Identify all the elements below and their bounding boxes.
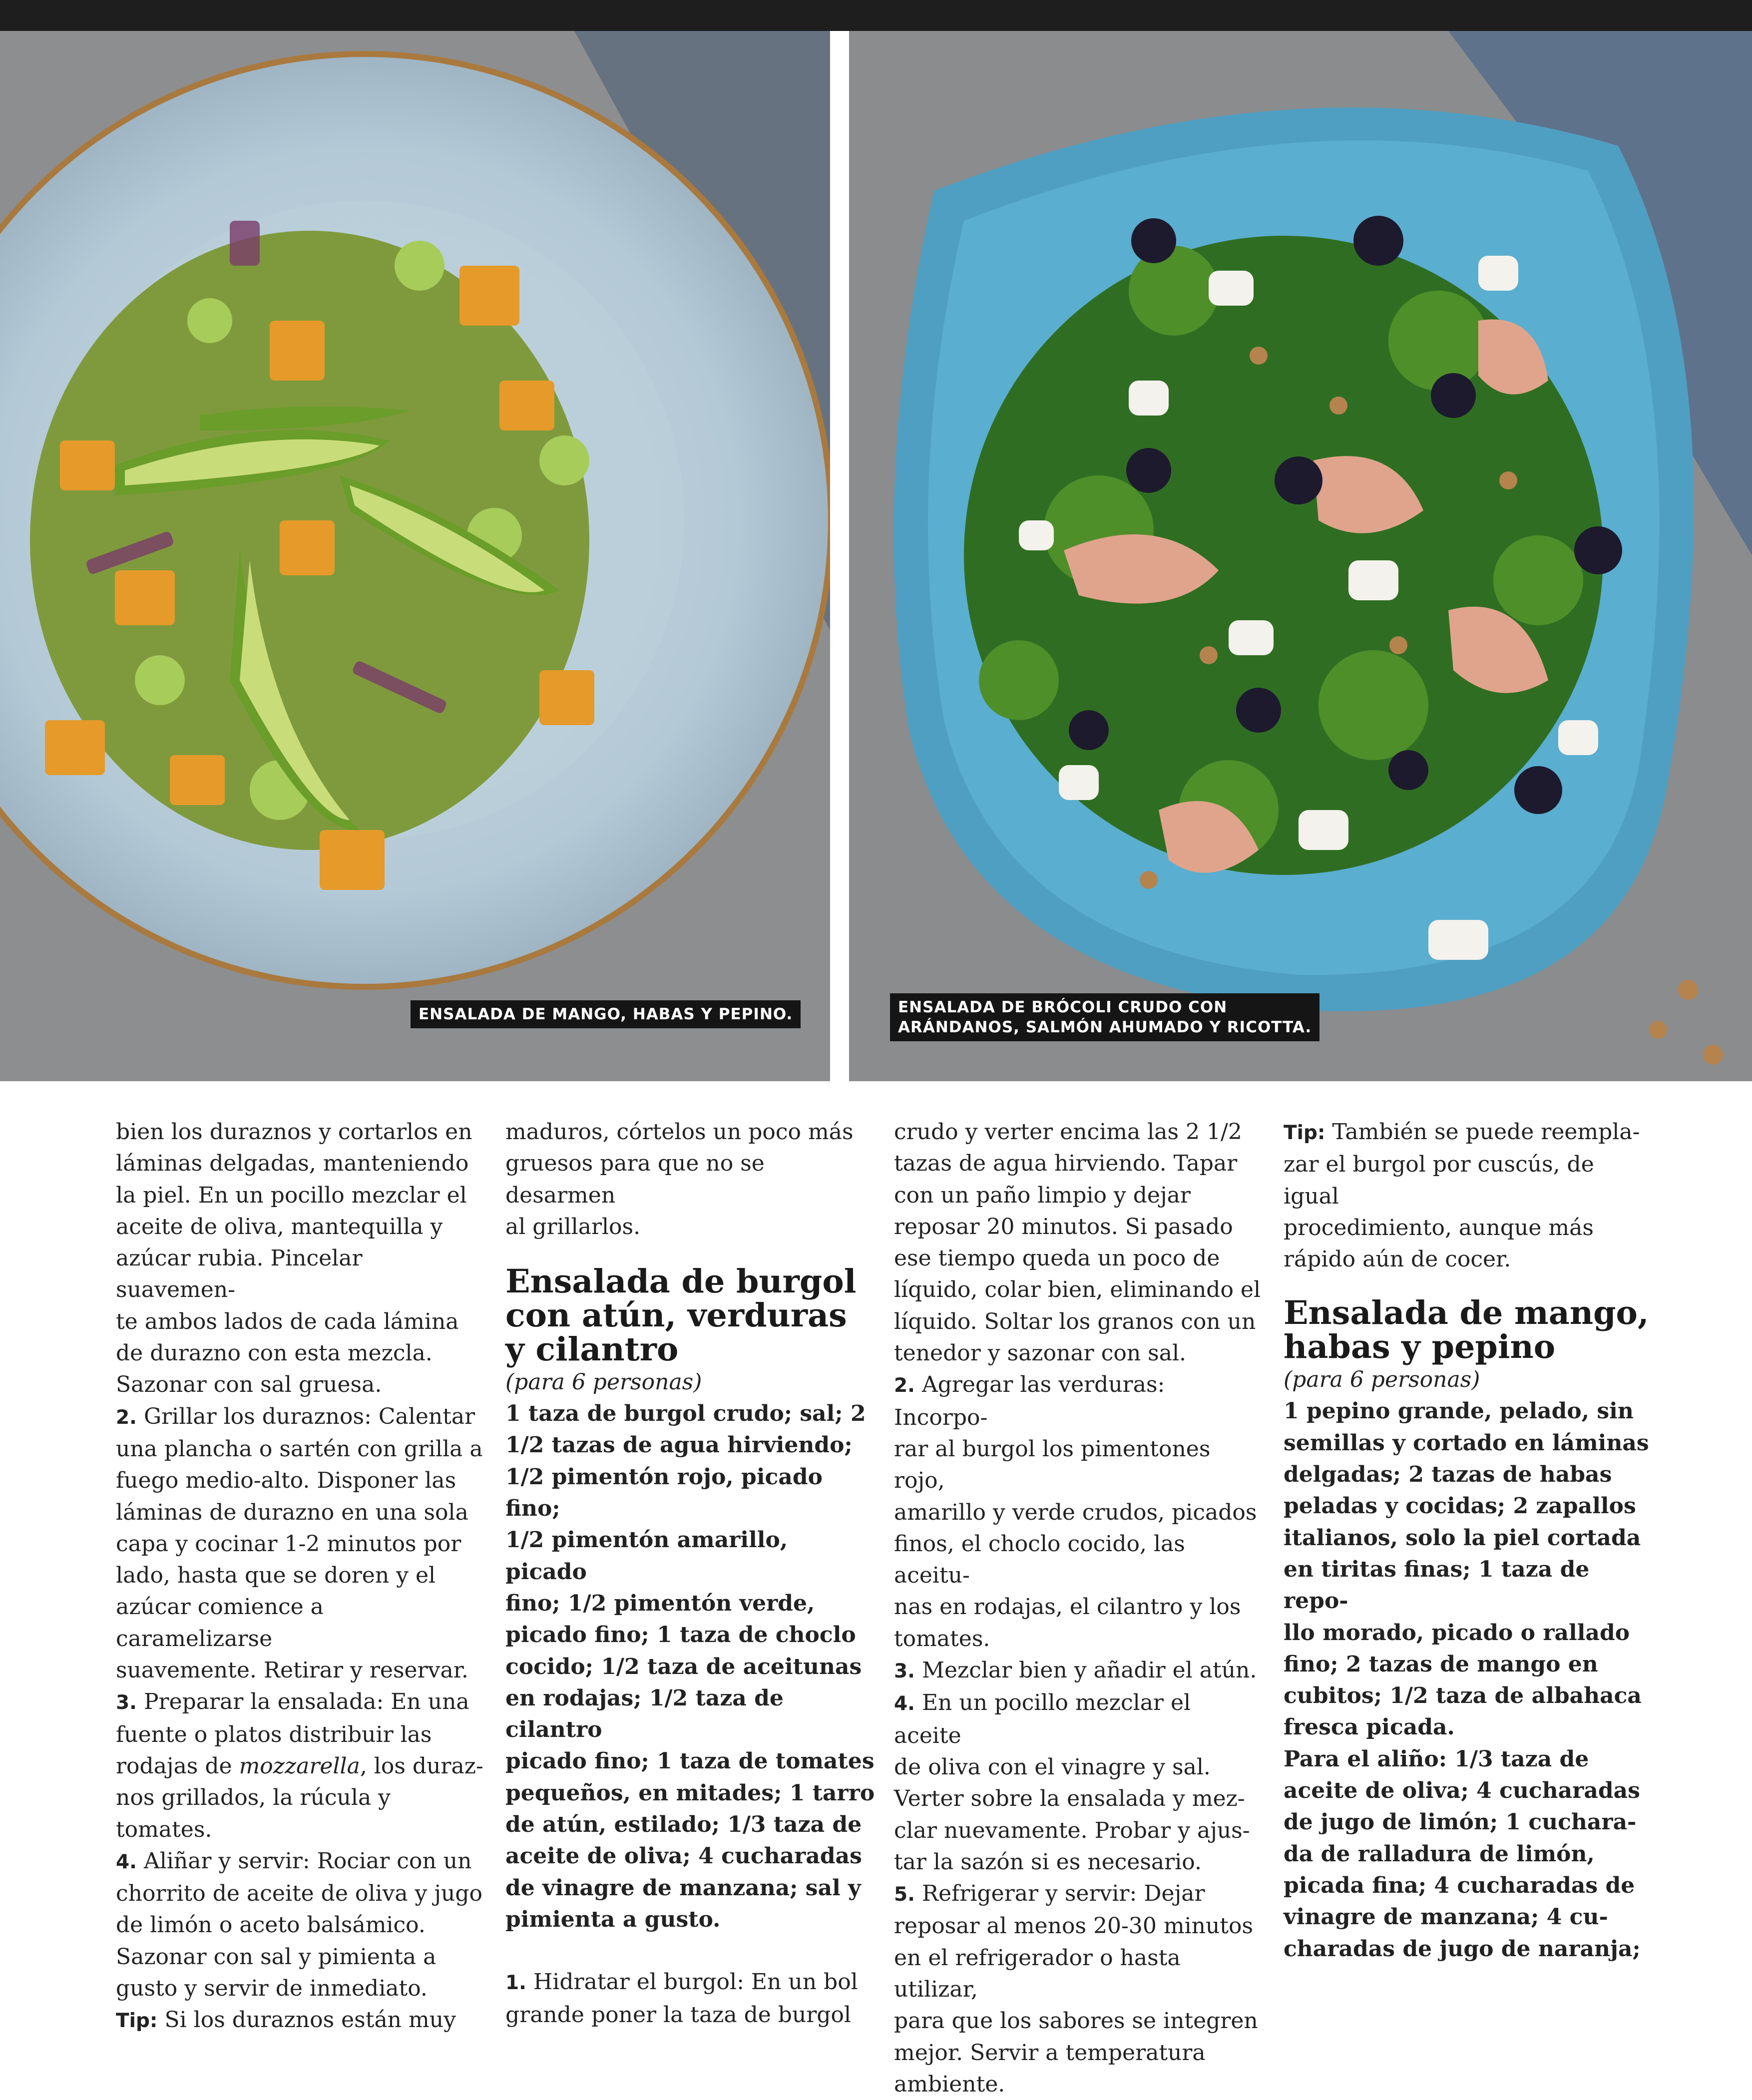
step-number: 4. <box>116 1850 137 1873</box>
text-line: rápido aún de cocer. <box>1284 1247 1511 1272</box>
step-2 <box>116 1401 485 1686</box>
tip <box>116 2004 485 2037</box>
text-line: En un pocillo mezclar el aceite <box>894 1690 1191 1748</box>
text-line: tenedor y sazonar con sal. <box>894 1340 1187 1366</box>
italic-word: mozzarella <box>239 1753 360 1779</box>
text-line: líquido, colar bien, eliminando el <box>894 1277 1261 1303</box>
text-line: llo morado, picado o rallado <box>1284 1620 1630 1646</box>
text-line: 1 taza de burgol crudo; sal; 2 <box>505 1401 866 1427</box>
text-line: gusto y servir de inmediato. <box>116 1976 428 2002</box>
text-line: semillas y cortado en láminas <box>1284 1430 1649 1456</box>
step-number: 3. <box>116 1691 137 1714</box>
servings: (para 6 personas) <box>1284 1367 1480 1393</box>
paragraph <box>116 1116 485 1401</box>
text-column-3 <box>894 1116 1264 2100</box>
title-line: y cilantro <box>505 1330 679 1369</box>
text-column-4 <box>1284 1116 1653 1965</box>
text-line: peladas y cocidas; 2 zapallos <box>1284 1493 1636 1519</box>
text-line: tomates. <box>894 1626 990 1652</box>
top-bar <box>0 0 1752 31</box>
text-line: Refrigerar y servir: Dejar <box>914 1881 1205 1907</box>
text-line: tar la sazón si es necesario. <box>894 1849 1202 1875</box>
step-5 <box>894 1878 1264 2100</box>
text-line: rodajas de <box>116 1753 239 1779</box>
step-number: 2. <box>116 1406 137 1429</box>
text-line: zar el burgol por cuscús, de igual <box>1284 1152 1594 1209</box>
step-number: 5. <box>894 1883 915 1906</box>
text-line: Agregar las verduras: Incorpo- <box>894 1372 1165 1430</box>
title-line: Ensalada de mango, <box>1284 1294 1649 1332</box>
text-line: tazas de agua hirviendo. Tapar <box>894 1151 1238 1177</box>
text-line: grande poner la taza de burgol <box>505 2002 852 2028</box>
text-line: crudo y verter encima las 2 1/2 <box>894 1119 1242 1145</box>
text-line: gruesos para que no se desarmen <box>505 1151 765 1208</box>
text-line: italianos, solo la piel cortada <box>1284 1525 1641 1551</box>
step-number: 4. <box>894 1692 915 1715</box>
title-line: habas y pepino <box>1284 1328 1556 1366</box>
text-line: aceite de oliva; 4 cucharadas <box>1284 1778 1640 1804</box>
text-line: delgadas; 2 tazas de habas <box>1284 1462 1612 1488</box>
text-line: , los duraz- <box>360 1753 483 1779</box>
text-line: de atún, estilado; 1/3 taza de <box>505 1812 862 1838</box>
text-line: 1/2 tazas de agua hirviendo; <box>505 1432 853 1458</box>
text-line: procedimiento, aunque más <box>1284 1215 1594 1241</box>
text-line: para que los sabores se integren <box>894 2008 1258 2034</box>
text-line: nas en rodajas, el cilantro y los <box>894 1594 1241 1620</box>
text-line: al grillarlos. <box>505 1214 641 1240</box>
photo-caption: ENSALADA DE BRÓCOLI CRUDO CON ARÁNDANOS, SALMÓN AHUMADO Y RICOTTA. <box>890 993 1319 1041</box>
text-line: bien los duraznos y cortarlos en <box>116 1119 472 1145</box>
text-line: fino; 1/2 pimentón verde, <box>505 1590 815 1616</box>
text-line: de limón o aceto balsámico. <box>116 1912 426 1938</box>
text-line: ese tiempo queda un poco de <box>894 1246 1220 1271</box>
text-line: fino; 2 tazas de mango en <box>1284 1651 1598 1677</box>
text-line: 1/2 pimentón rojo, picado fino; <box>505 1464 823 1522</box>
text-line: Sazonar con sal gruesa. <box>116 1372 382 1398</box>
tip-label: Tip: <box>116 2010 158 2033</box>
text-line: reposar al menos 20-30 minutos <box>894 1913 1254 1939</box>
text-line: 1/2 pimentón amarillo, picado <box>505 1527 788 1585</box>
text-column-1 <box>116 1116 485 2037</box>
text-column-2 <box>505 1116 875 2031</box>
text-line: picada fina; 4 cucharadas de <box>1284 1872 1635 1898</box>
recipe-title <box>1284 1296 1653 1364</box>
step-number: 2. <box>894 1374 915 1397</box>
text-line: Verter sobre la ensalada y mez- <box>894 1786 1245 1812</box>
step-number: 3. <box>894 1660 915 1683</box>
text-line: aceite de oliva; 4 cucharadas <box>505 1843 862 1869</box>
step-3 <box>116 1686 485 1845</box>
text-line: aceite de oliva, mantequilla y <box>116 1214 443 1240</box>
text-line: de jugo de limón; 1 cuchara- <box>1284 1809 1637 1835</box>
text-line: Hidratar el burgol: En un bol <box>526 1969 858 1995</box>
text-line: en el refrigerador o hasta utilizar, <box>894 1945 1181 2003</box>
text-line: cubitos; 1/2 taza de albahaca <box>1284 1683 1642 1709</box>
ingredients <box>1284 1395 1653 1964</box>
text-line: Preparar la ensalada: En una <box>136 1689 469 1715</box>
text-line: maduros, córtelos un poco más <box>505 1119 854 1145</box>
text-line: mejor. Servir a temperatura <box>894 2040 1206 2066</box>
text-line: amarillo y verde crudos, picados <box>894 1499 1257 1525</box>
text-line: Para el aliño: 1/3 taza de <box>1284 1746 1589 1772</box>
text-line: de vinagre de manzana; sal y <box>505 1875 861 1901</box>
text-line: fuego medio-alto. Disponer las <box>116 1468 456 1494</box>
text-line: cocido; 1/2 taza de aceitunas <box>505 1654 862 1680</box>
text-line: charadas de jugo de naranja; <box>1284 1936 1641 1962</box>
text-line: te ambos lados de cada lámina <box>116 1308 459 1334</box>
recipe-title <box>505 1262 875 1369</box>
tip <box>1284 1116 1653 1275</box>
text-line: da de ralladura de limón, <box>1284 1841 1595 1867</box>
text-line: Mezclar bien y añadir el atún. <box>914 1658 1257 1683</box>
servings: (para 6 personas) <box>505 1369 702 1395</box>
text-line: pimienta a gusto. <box>505 1906 721 1932</box>
text-line: reposar 20 minutos. Si pasado <box>894 1214 1233 1240</box>
text-line: Aliñar y servir: Rociar con un <box>136 1848 472 1874</box>
text-line: rar al burgol los pimentones rojo, <box>894 1436 1211 1494</box>
title-line: con atún, verduras <box>505 1296 847 1335</box>
text-line: picado fino; 1 taza de tomates <box>505 1748 875 1774</box>
text-line: una plancha o sartén con grilla a <box>116 1436 483 1462</box>
mango-salad-photo <box>0 31 830 1081</box>
step-4 <box>116 1845 485 2004</box>
photo-caption: ENSALADA DE MANGO, HABAS Y PEPINO. <box>411 1000 801 1028</box>
step-1 <box>505 1966 875 2031</box>
text-line: lado, hasta que se doren y el <box>116 1563 436 1589</box>
step-number: 1. <box>505 1972 526 1995</box>
text-line: láminas de durazno en una sola <box>116 1499 468 1525</box>
text-line: picado fino; 1 taza de choclo <box>505 1622 856 1648</box>
text-line: Sazonar con sal y pimienta a <box>116 1944 437 1970</box>
text-line: suavemente. Retirar y reservar. <box>116 1658 468 1683</box>
text-line: líquido. Soltar los granos con un <box>894 1308 1256 1334</box>
text-line: la piel. En un pocillo mezclar el <box>116 1182 467 1208</box>
text-line: azúcar rubia. Pincelar suavemen- <box>116 1246 363 1303</box>
text-line: fuente o platos distribuir las <box>116 1721 432 1747</box>
text-line: de oliva con el vinagre y sal. <box>894 1754 1211 1780</box>
paragraph <box>894 1116 1264 1369</box>
text-line: Si los duraznos están muy <box>157 2007 456 2033</box>
text-line: nos grillados, la rúcula y tomates. <box>116 1785 391 1842</box>
broccoli-salad-photo <box>849 31 1752 1081</box>
ingredients <box>505 1398 875 1935</box>
step-3 <box>894 1655 1264 1687</box>
paragraph <box>505 1116 875 1243</box>
text-line: finos, el choclo cocido, las aceitu- <box>894 1531 1185 1589</box>
text-line: en rodajas; 1/2 taza de cilantro <box>505 1685 784 1743</box>
text-line: Grillar los duraznos: Calentar <box>136 1403 475 1429</box>
step-2 <box>894 1369 1264 1655</box>
text-line: ambiente. <box>894 2071 1005 2097</box>
step-4 <box>894 1687 1264 1878</box>
text-line: También se puede reempla- <box>1325 1119 1640 1145</box>
text-line: pequeños, en mitades; 1 tarro <box>505 1780 875 1806</box>
text-line: azúcar comience a caramelizarse <box>116 1594 324 1652</box>
text-line: en tiritas finas; 1 taza de repo- <box>1284 1556 1590 1614</box>
text-line: chorrito de aceite de oliva y jugo <box>116 1881 483 1907</box>
title-line: Ensalada de burgol <box>505 1262 857 1301</box>
text-line: láminas delgadas, manteniendo <box>116 1151 469 1177</box>
text-line: vinagre de manzana; 4 cu- <box>1284 1904 1608 1930</box>
tip-label: Tip: <box>1284 1122 1325 1144</box>
text-line: capa y cocinar 1-2 minutos por <box>116 1531 461 1557</box>
text-line: con un paño limpio y dejar <box>894 1182 1191 1208</box>
text-line: 1 pepino grande, pelado, sin <box>1284 1398 1634 1424</box>
text-line: fresca picada. <box>1284 1714 1455 1740</box>
text-line: de durazno con esta mezcla. <box>116 1340 433 1366</box>
text-line: clar nuevamente. Probar y ajus- <box>894 1817 1250 1843</box>
